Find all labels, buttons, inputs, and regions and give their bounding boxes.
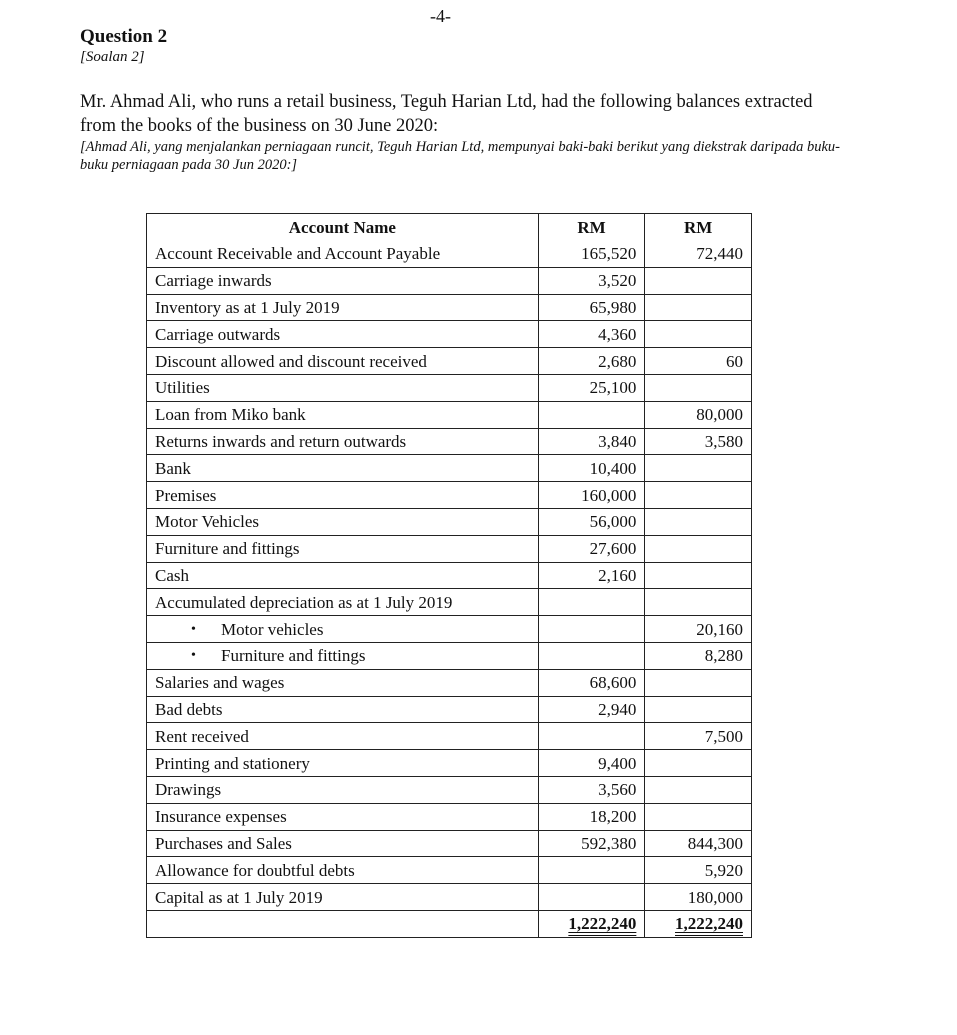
debit-amount-cell: 18,200 (538, 803, 645, 830)
account-name-cell: Purchases and Sales (147, 830, 539, 857)
debit-amount-cell (538, 616, 645, 643)
credit-amount-cell (645, 294, 752, 321)
total-credit: 1,222,240 (645, 910, 752, 937)
table-row (147, 482, 752, 509)
table-row (147, 535, 752, 562)
table-row (147, 884, 752, 911)
table-row (147, 374, 752, 401)
question-title-malay: [Soalan 2] (80, 49, 145, 65)
account-name-cell: Drawings (147, 776, 539, 803)
account-name-cell: Allowance for doubtful debts (147, 857, 539, 884)
table-row (147, 428, 752, 455)
debit-amount-cell (538, 723, 645, 750)
table-row (147, 562, 752, 589)
account-name-cell: Carriage outwards (147, 321, 539, 348)
table-row (147, 267, 752, 294)
account-name-label: Motor vehicles (221, 619, 324, 639)
account-name-cell: Bank (147, 455, 539, 482)
table-row (147, 669, 752, 696)
account-name-cell: Account Receivable and Account Payable (147, 241, 539, 267)
table-row (147, 401, 752, 428)
debit-amount-cell (538, 884, 645, 911)
debit-amount-cell: 27,600 (538, 535, 645, 562)
debit-amount-cell (538, 589, 645, 616)
table-row (147, 589, 752, 616)
debit-amount-cell: 165,520 (538, 241, 645, 267)
account-name-cell: Furniture and fittings (147, 535, 539, 562)
account-name-cell: Bad debts (147, 696, 539, 723)
question-intro-malay: [Ahmad Ali, yang menjalankan perniagaan runcit, Teguh Harian Ltd, mempunyai baki-baki berikut yang diekstrak daripada buku-buku perniagaan pada 30 Jun 2020:] (80, 139, 840, 173)
trial-balance-table (146, 213, 752, 938)
debit-amount-cell (538, 642, 645, 669)
account-name-cell: Returns inwards and return outwards (147, 428, 539, 455)
debit-amount-cell: 2,940 (538, 696, 645, 723)
debit-amount-cell: 592,380 (538, 830, 645, 857)
account-name-cell: Loan from Miko bank (147, 401, 539, 428)
account-name-cell: Insurance expenses (147, 803, 539, 830)
credit-amount-cell (645, 374, 752, 401)
page-number: -4- (430, 6, 451, 26)
credit-amount-cell (645, 669, 752, 696)
credit-amount-cell (645, 696, 752, 723)
debit-amount-cell: 2,680 (538, 348, 645, 375)
table-header-row (147, 214, 752, 242)
credit-amount-cell (645, 589, 752, 616)
header-rm-debit: RM (538, 214, 645, 242)
account-name-cell: Inventory as at 1 July 2019 (147, 294, 539, 321)
credit-amount-cell (645, 321, 752, 348)
credit-amount-cell: 7,500 (645, 723, 752, 750)
debit-amount-cell (538, 857, 645, 884)
header-rm-credit: RM (645, 214, 752, 242)
credit-amount-cell: 80,000 (645, 401, 752, 428)
table-row (147, 455, 752, 482)
table-row (147, 696, 752, 723)
bullet-icon: • (191, 621, 196, 637)
account-name-cell (147, 616, 539, 643)
table-row (147, 803, 752, 830)
credit-amount-cell (645, 482, 752, 509)
debit-amount-cell: 2,160 (538, 562, 645, 589)
credit-amount-cell (645, 776, 752, 803)
credit-amount-cell (645, 267, 752, 294)
credit-amount-cell (645, 750, 752, 777)
account-name-cell: Cash (147, 562, 539, 589)
question-intro: Mr. Ahmad Ali, who runs a retail business, Teguh Harian Ltd, had the following balances extracted from the books of the business on 30 June 2020: (80, 92, 813, 136)
table-row (147, 857, 752, 884)
debit-amount-cell: 10,400 (538, 455, 645, 482)
credit-amount-cell: 180,000 (645, 884, 752, 911)
table-body (147, 241, 752, 910)
debit-amount-cell: 65,980 (538, 294, 645, 321)
table-row (147, 294, 752, 321)
totals-label-cell (147, 910, 539, 937)
debit-amount-cell: 3,560 (538, 776, 645, 803)
table-row (147, 776, 752, 803)
table-row (147, 750, 752, 777)
table-row (147, 616, 752, 643)
credit-amount-cell: 20,160 (645, 616, 752, 643)
credit-amount-cell: 844,300 (645, 830, 752, 857)
table-row (147, 321, 752, 348)
account-name-cell: Capital as at 1 July 2019 (147, 884, 539, 911)
debit-amount-cell: 160,000 (538, 482, 645, 509)
credit-amount-cell (645, 508, 752, 535)
credit-amount-cell (645, 562, 752, 589)
account-name-cell: Premises (147, 482, 539, 509)
debit-amount-cell: 4,360 (538, 321, 645, 348)
credit-amount-cell (645, 535, 752, 562)
account-name-cell: Accumulated depreciation as at 1 July 2019 (147, 589, 539, 616)
question-title: Question 2 (80, 26, 168, 47)
bullet-icon: • (191, 648, 196, 664)
credit-amount-cell: 5,920 (645, 857, 752, 884)
debit-amount-cell: 68,600 (538, 669, 645, 696)
table-row (147, 642, 752, 669)
table-row (147, 241, 752, 267)
account-name-cell: Discount allowed and discount received (147, 348, 539, 375)
credit-amount-cell (645, 455, 752, 482)
credit-amount-cell (645, 803, 752, 830)
account-name-cell: Carriage inwards (147, 267, 539, 294)
credit-amount-cell: 8,280 (645, 642, 752, 669)
account-name-cell: Rent received (147, 723, 539, 750)
debit-amount-cell: 56,000 (538, 508, 645, 535)
account-name-cell: Motor Vehicles (147, 508, 539, 535)
table-row (147, 348, 752, 375)
totals-row (147, 910, 752, 937)
debit-amount-cell: 3,520 (538, 267, 645, 294)
table-row (147, 508, 752, 535)
header-account-name: Account Name (147, 214, 539, 242)
table-row (147, 830, 752, 857)
debit-amount-cell: 3,840 (538, 428, 645, 455)
table-row (147, 723, 752, 750)
credit-amount-cell: 72,440 (645, 241, 752, 267)
credit-amount-cell: 3,580 (645, 428, 752, 455)
debit-amount-cell: 9,400 (538, 750, 645, 777)
credit-amount-cell: 60 (645, 348, 752, 375)
account-name-label: Furniture and fittings (221, 646, 366, 666)
account-name-cell: Printing and stationery (147, 750, 539, 777)
debit-amount-cell: 25,100 (538, 374, 645, 401)
account-name-cell: Salaries and wages (147, 669, 539, 696)
account-name-cell (147, 642, 539, 669)
debit-amount-cell (538, 401, 645, 428)
account-name-cell: Utilities (147, 374, 539, 401)
total-debit: 1,222,240 (538, 910, 645, 937)
